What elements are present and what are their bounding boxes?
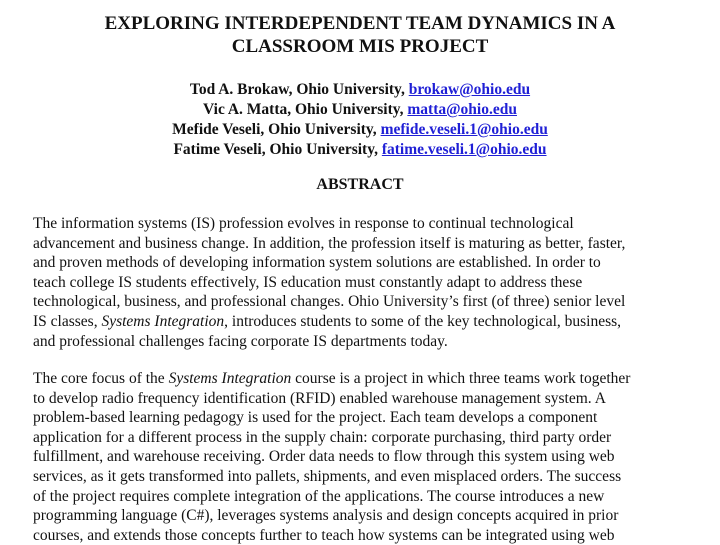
title-line-2: CLASSROOM MIS PROJECT [231,36,489,57]
abstract-paragraph-1 [33,214,693,351]
paragraph-line [33,428,693,448]
text-run: course is a project in which three teams work together [291,370,631,387]
text-run: IS classes, [33,312,102,330]
paragraph-line [33,312,693,332]
author-4 [0,140,720,160]
author-email-link[interactable]: brokaw@ohio.edu [408,81,531,98]
author-email-link[interactable]: mefide.veseli.1@ohio.edu [380,121,548,138]
text-run: problem-based learning pedagogy is used for the project. Each team develops a component [33,409,598,427]
author-name: Tod A. Brokaw, Ohio University, [189,81,409,98]
paragraph-line [33,332,693,352]
text-run: The information systems (IS) profession evolves in response to continual technological [33,215,574,232]
text-run: application for a different process in the supply chain: corporate purchasing, third party order [33,428,612,446]
paragraph-line [33,389,693,409]
author-email-link[interactable]: fatime.veseli.1@ohio.edu [381,141,547,158]
text-run: advancement and business change. In addition, the profession itself is maturing as better, faster, [33,234,626,252]
paragraph-line [33,253,693,273]
text-run: The core focus of the [33,370,169,387]
author-name: Vic A. Matta, Ohio University, [203,101,408,118]
paragraph-line [33,214,693,234]
text-run: of the project requires complete integration of the applications. The course introduces a new [33,487,605,505]
text-run: fulfillment, and warehouse receiving. Order data needs to flow through this system using web [33,448,615,466]
author-list [0,80,720,160]
author-name: Mefide Veseli, Ohio University, [172,121,381,138]
paragraph-line [33,292,693,312]
text-run: and professional challenges facing corporate IS departments today. [33,332,448,350]
author-email-link[interactable]: matta@ohio.edu [407,101,517,118]
author-1 [0,80,720,100]
paragraph-line [33,369,693,389]
text-run: teach college IS students effectively, IS education must constantly adapt to address these [33,273,583,291]
paragraph-line [33,467,693,487]
abstract-heading: ABSTRACT [316,176,404,193]
text-run: and proven methods of developing information system solutions are established. In order to [33,254,601,272]
text-run: , introduces students to some of the key technological, business, [224,312,622,330]
text-run: to develop radio frequency identification (RFID) enabled warehouse management system. A [33,389,606,407]
author-3 [0,120,720,140]
title-line-1: EXPLORING INTERDEPENDENT TEAM DYNAMICS IN A [104,13,616,34]
paragraph-line [33,234,693,254]
paragraph-line [33,487,693,507]
text-run: courses, and extends those concepts further to teach how systems can be integrated using web [33,526,615,544]
text-run: technological, business, and professional changes. Ohio University’s first (of three) senior level [33,293,626,311]
paragraph-line [33,447,693,467]
italic-course-name: Systems Integration [101,312,225,330]
text-run: services, as it gets transformed into pallets, shipments, and even misplaced orders. The success [33,467,622,485]
paragraph-line [33,273,693,293]
paragraph-line [33,506,693,526]
author-2 [0,100,720,120]
author-name: Fatime Veseli, Ohio University, [173,141,382,158]
paper-title [0,12,720,58]
italic-course-name: Systems Integration [168,370,292,387]
abstract-paragraph-2 [33,369,693,545]
paragraph-line [33,526,693,545]
text-run: programming language (C#), leverages systems analysis and design concepts acquired in prior [33,507,619,525]
paragraph-line [33,408,693,428]
